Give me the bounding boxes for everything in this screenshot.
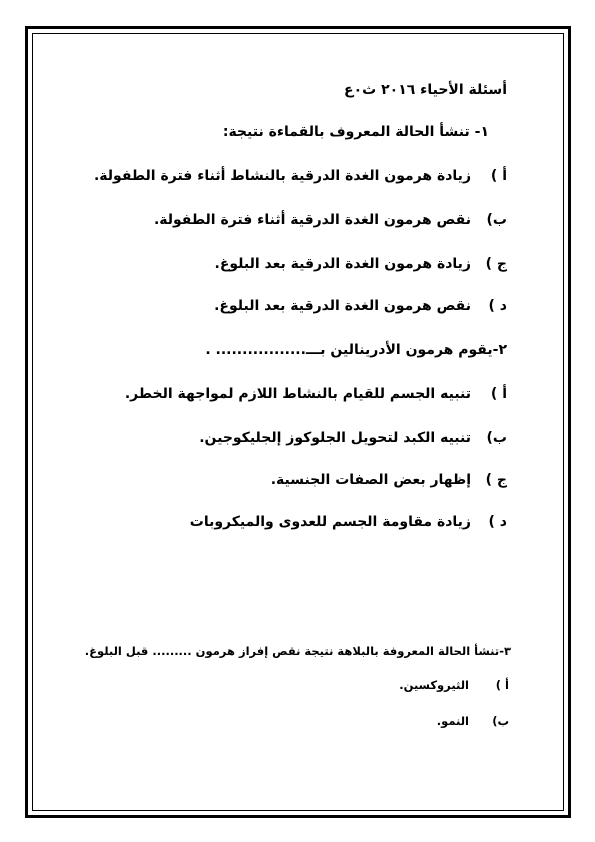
option-text: زيادة هرمون الغدة الدرقية بالنشاط أثناء فترة الطفولة.	[93, 168, 471, 184]
option-marker: أ )	[490, 386, 507, 402]
question-1-option-d[interactable]	[214, 296, 507, 316]
question-stem-text: ٣-تنشأ الحالة المعروفة بالبلاهة نتيجة نقص إفراز هرمون ......... قبل البلوغ.	[84, 644, 511, 658]
option-marker: ب)	[486, 212, 507, 228]
option-text: نقص هرمون الغدة الدرقية أثناء فترة الطفولة.	[153, 212, 471, 228]
option-marker: ج )	[485, 472, 507, 488]
question-3-option-a[interactable]	[399, 677, 509, 693]
option-text: نقص هرمون الغدة الدرقية بعد البلوغ.	[214, 298, 471, 314]
question-1-option-c[interactable]	[215, 254, 507, 274]
option-text: زيادة مقاومة الجسم للعدوى والميكروبات	[189, 514, 471, 530]
page-border-inner	[32, 33, 564, 811]
question-2-stem	[205, 340, 507, 360]
option-marker: ج )	[485, 256, 507, 272]
option-text: تنبيه الجسم للقيام بالنشاط اللازم لمواجهة الخطر.	[124, 386, 471, 402]
question-3-option-b[interactable]	[437, 713, 509, 729]
option-marker: أ )	[495, 678, 509, 692]
question-stem-text: ١- تنشأ الحالة المعروف بالقماءة نتيجة:	[222, 124, 489, 140]
question-1-stem	[223, 122, 489, 142]
option-marker: أ )	[490, 168, 507, 184]
question-2-option-c[interactable]	[271, 470, 507, 490]
option-text: إظهار بعض الصفات الجنسية.	[270, 472, 471, 488]
question-1-option-a[interactable]	[94, 166, 507, 186]
page-title	[344, 80, 507, 100]
question-3-stem	[85, 643, 511, 659]
option-marker: د )	[488, 298, 507, 314]
option-marker: ب)	[492, 714, 509, 728]
question-stem-text: ٢-يقوم هرمون الأدرينالين بـــ................. .	[205, 342, 507, 358]
option-marker: د )	[488, 514, 507, 530]
page-title-text: أسئلة الأحياء ٢٠١٦ ث٠ع	[344, 82, 507, 98]
option-text: زيادة هرمون الغدة الدرقية بعد البلوغ.	[214, 256, 471, 272]
option-marker: ب)	[486, 430, 507, 446]
option-text: تنبيه الكبد لتحويل الجلوكوز إلجليكوجين.	[199, 430, 471, 446]
question-2-option-d[interactable]	[190, 512, 507, 532]
question-2-option-a[interactable]	[125, 384, 507, 404]
question-2-option-b[interactable]	[199, 428, 507, 448]
option-text: النمو.	[436, 714, 469, 728]
option-text: الثيروكسين.	[399, 678, 469, 692]
question-1-option-b[interactable]	[154, 210, 507, 230]
